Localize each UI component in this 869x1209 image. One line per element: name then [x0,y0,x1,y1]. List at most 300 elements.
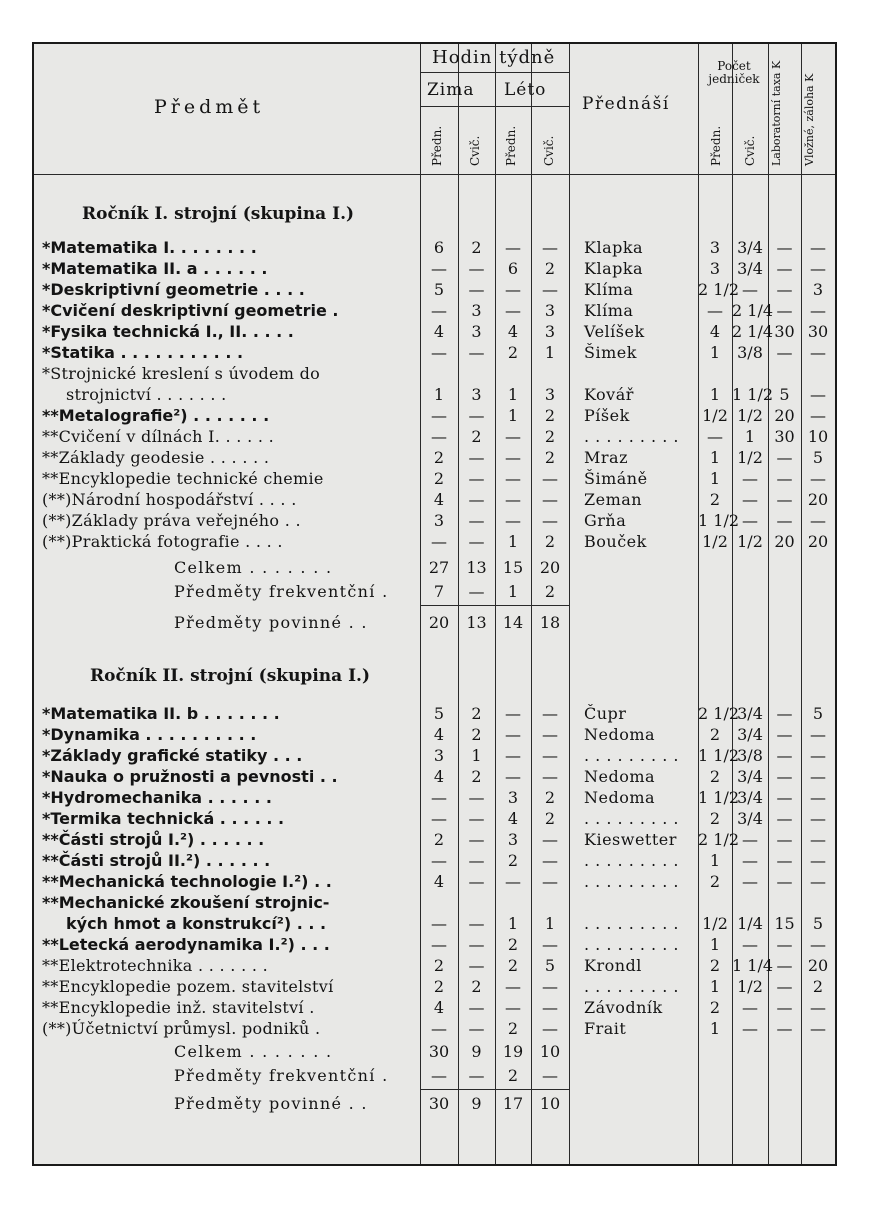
total-zp: 27 [428,558,450,577]
section-title-year2: Ročník II. strojní (skupina I.) [90,666,370,686]
cell-zc: 2 [471,725,482,744]
cell-lab: — [776,809,793,828]
cell-up: 1/2 [702,914,728,933]
cell-dep: — [810,259,826,278]
cell-dep: 5 [812,704,824,723]
cell-lp: 2 [507,343,519,362]
table-row [34,871,835,893]
lecturer-name: Klíma [584,301,634,320]
cell-lc: 2 [544,532,556,551]
cell-up: 1/2 [702,532,728,551]
subject-name: *Deskriptivní geometrie . . . . [42,280,305,299]
cell-zp: — [431,851,447,870]
cell-zp: 5 [433,280,445,299]
cell-dep: 2 [812,977,824,996]
cell-uc: 1/2 [737,406,763,425]
total-lc: 2 [544,582,556,601]
cell-lc: — [542,490,558,509]
cell-zp: 4 [433,725,445,744]
subject-name: strojnictví . . . . . . . [66,385,227,404]
cell-uc: — [742,935,758,954]
cell-zp: 4 [433,767,445,786]
table-row [34,531,835,553]
lecturer-name: Mraz [584,448,628,467]
cell-zp: 4 [433,872,445,891]
cell-lab: — [776,448,793,467]
cell-zp [420,892,458,914]
subject-name: **Cvičení v dílnách I. . . . . . [42,427,274,446]
cell-up: 2 1/2 [698,830,740,849]
lecturer-name: Šimek [584,343,637,362]
cell-dep: — [810,830,826,849]
totals-row [34,612,835,634]
lecturer-name: Frait [584,1019,627,1038]
cell-zc: — [468,343,485,362]
cell-lc: 2 [544,448,556,467]
cell-lab: 5 [779,385,790,404]
cell-uc: 2 1/4 [732,322,774,341]
cell-uc: — [742,1019,758,1038]
cell-up: 1/2 [702,406,728,425]
cell-uc: — [742,469,758,488]
cell-lab: — [776,511,793,530]
cell-zc: 2 [471,977,482,996]
cell-zp: — [431,532,447,551]
cell-zp: — [431,259,447,278]
cell-lp: — [505,977,521,996]
cell-up: 2 [709,998,721,1017]
cell-up: 2 1/2 [698,280,740,299]
total-lp: 1 [507,582,519,601]
cell-lab: — [776,956,793,975]
cell-lp: — [505,238,521,257]
cell-zc [458,892,495,914]
cell-uc: 1 [744,427,756,446]
cell-up: 2 [709,725,721,744]
cell-dep: — [810,1019,826,1038]
table-row [34,468,835,490]
cell-zc: 2 [471,427,482,446]
cell-zp: 5 [433,704,445,723]
table-row [34,997,835,1019]
cell-up: 2 1/2 [698,704,740,723]
cell-lp: — [505,998,521,1017]
cell-up: 2 [709,956,721,975]
cell-lab: — [776,746,793,765]
subject-name: *Matematika II. a . . . . . . [42,259,268,278]
cell-zc: — [468,935,485,954]
cell-lab: — [776,469,793,488]
cell-dep: — [810,238,826,257]
total-lc: 20 [539,558,561,577]
subject-name: **Metalografie²) . . . . . . . [42,406,270,425]
subject-name: (**)Účetnictví průmysl. podniků . [42,1019,321,1038]
cell-lp: — [505,872,521,891]
cell-lc: — [542,238,558,257]
cell-lp [495,892,531,914]
cell-lab: — [776,280,793,299]
cell-uc: — [742,280,758,299]
cell-lc: 2 [544,788,556,807]
cell-lc: 2 [544,259,556,278]
cell-zp: 3 [433,746,445,765]
cell-lab: 20 [774,406,795,425]
cell-lp: 4 [507,809,519,828]
lecturer-name: Píšek [584,406,630,425]
subject-name: *Nauka o pružnosti a pevnosti . . [42,767,338,786]
cell-lab: — [776,830,793,849]
lab-fee-header: Laboratorní taxa K [770,60,783,166]
totals-label: Celkem . . . . . . . [174,558,333,577]
cell-zp: — [431,809,447,828]
totals-label: Předměty frekventční . [174,1066,389,1085]
total-lp: 15 [502,558,524,577]
cell-lab: 30 [774,427,795,446]
cell-dep: 30 [807,322,829,341]
cell-dep: 20 [807,490,829,509]
cell-lc [531,363,569,385]
cell-zp: 4 [433,490,445,509]
cell-zp: 2 [433,469,445,488]
total-lp: 19 [502,1042,524,1061]
cell-zp: — [431,406,447,425]
subject-name: (**)Základy práva veřejného . . [42,511,301,530]
cell-dep: — [810,725,826,744]
cell-lab: — [776,977,793,996]
cell-lp: 3 [507,788,519,807]
cell-zc: — [468,788,485,807]
lecturer-name: Bouček [584,532,647,551]
cell-up: 1 [709,977,721,996]
cell-zp [420,363,458,385]
cell-zc: 1 [471,746,482,765]
cell-up [698,363,732,385]
table-row [34,850,835,872]
cell-zc: — [468,830,485,849]
cell-up: 1 [709,1019,721,1038]
cell-zc: — [468,448,485,467]
table-row [34,258,835,280]
cell-dep: — [810,343,826,362]
cell-lp: — [505,280,521,299]
cell-lp: 6 [507,259,519,278]
cell-lab [768,892,801,914]
cell-lc: — [542,280,558,299]
cell-lc: — [542,511,558,530]
lecturer-name: Klapka [584,259,644,278]
cell-zp: 3 [433,511,445,530]
cell-up: 2 [709,490,721,509]
lecturer-name: Krondl [584,956,642,975]
summer-header: Léto [504,80,547,100]
cell-zc: 2 [471,767,482,786]
cell-dep: — [810,406,826,425]
cell-lc: — [542,935,558,954]
cell-lp: — [505,469,521,488]
cell-up: 3 [709,259,721,278]
totals-row [34,557,835,579]
cell-uc: 3/4 [737,259,763,278]
total-zp: 30 [428,1042,450,1061]
cell-zp: — [431,427,447,446]
cell-lp: 2 [507,935,519,954]
cell-lab: — [776,725,793,744]
lecturer-name: Čupr [584,704,627,723]
course-table [32,42,837,1166]
table-row [34,363,835,385]
cell-uc: 1 1/2 [732,385,774,404]
cell-zc: — [468,469,485,488]
subject-name: *Fysika technická I., II. . . . . [42,322,294,341]
cell-up: 1 [709,448,721,467]
cell-up: 2 [709,809,721,828]
lecturer-name: Klapka [584,238,644,257]
hours-weekly-header: Hodin týdně [432,47,556,68]
cell-up: 1 [709,469,721,488]
cell-zp: 4 [433,998,445,1017]
cell-lp: — [505,746,521,765]
cell-uc: 3/4 [737,238,763,257]
table-row [34,934,835,956]
cell-lab: — [776,343,793,362]
cell-lp: — [505,448,521,467]
units-lecture-header: Předn. [709,125,723,166]
cell-lc: — [542,977,558,996]
cell-lc: — [542,998,558,1017]
total-lc: 18 [539,613,561,632]
cell-up: 1 [709,851,721,870]
cell-lp: 4 [507,322,519,341]
units-exercise-header: Cvič. [743,135,757,166]
cell-zp: 1 [433,385,445,404]
cell-lp: 3 [507,830,519,849]
subject-name: **Elektrotechnika . . . . . . . [42,956,268,975]
cell-lc: — [542,767,558,786]
total-zc: 13 [466,558,487,577]
cell-lc: 2 [544,427,556,446]
cell-lab: — [776,788,793,807]
cell-uc: 3/4 [737,725,763,744]
header-rule [420,106,569,107]
subject-name: *Termika technická . . . . . . [42,809,285,828]
table-row [34,1018,835,1040]
summer-lecture-header: Předn. [504,125,518,166]
cell-lp: 2 [507,851,519,870]
subject-name: (**)Praktická fotografie . . . . [42,532,283,551]
cell-lab: — [776,935,793,954]
totals-row [34,1093,835,1115]
table-row [34,342,835,364]
cell-dep: — [810,809,826,828]
cell-lc: 5 [544,956,556,975]
total-lp: 14 [502,613,524,632]
cell-lc: 2 [544,406,556,425]
cell-lab: — [776,238,793,257]
cell-uc: 1/2 [737,977,763,996]
cell-up: — [707,427,723,446]
table-row [34,892,835,914]
table-row [34,405,835,427]
total-lc: — [542,1066,558,1085]
subject-name: *Hydromechanika . . . . . . [42,788,272,807]
cell-dep: — [810,385,826,404]
lecturer-name: . . . . . . . . . [584,427,679,446]
cell-lc: — [542,872,558,891]
cell-zc: — [468,956,485,975]
cell-up: 1 [709,385,721,404]
cell-lp: 1 [507,385,519,404]
cell-lab: — [776,490,793,509]
table-row [34,703,835,725]
table-row [34,321,835,343]
subject-name: *Matematika II. b . . . . . . . [42,704,280,723]
subject-name: **Letecká aerodynamika I.²) . . . [42,935,330,954]
cell-dep: — [810,872,826,891]
subject-name: *Dynamika . . . . . . . . . . [42,725,257,744]
cell-uc: — [742,851,758,870]
cell-dep: 10 [807,427,829,446]
lecturer-name: . . . . . . . . . [584,746,679,765]
cell-zp: 2 [433,830,445,849]
cell-zp: 2 [433,956,445,975]
subject-name: *Cvičení deskriptivní geometrie . [42,301,339,320]
lecturer-name [584,363,702,385]
total-zc: 9 [471,1042,482,1061]
total-zp: — [431,1066,447,1085]
total-zp: 20 [428,613,450,632]
subject-name: *Statika . . . . . . . . . . . [42,343,244,362]
cell-lc: 2 [544,809,556,828]
cell-zc: — [468,532,485,551]
table-row [34,447,835,469]
table-row [34,808,835,830]
cell-lab: 30 [774,322,795,341]
cell-lc [531,892,569,914]
cell-dep: — [810,767,826,786]
cell-up: 3 [709,238,721,257]
summer-exercise-header: Cvič. [542,135,556,166]
cell-lab: 20 [774,532,795,551]
table-row [34,426,835,448]
lecturer-name [584,892,702,914]
cell-uc: — [742,998,758,1017]
subject-name: **Mechanická technologie I.²) . . [42,872,332,891]
table-row [34,724,835,746]
total-lp: 17 [502,1094,524,1113]
cell-up: 2 [709,767,721,786]
cell-lc: 3 [544,301,556,320]
table-row [34,489,835,511]
cell-lp: 2 [507,956,519,975]
cell-zp: 6 [433,238,445,257]
cell-zc: — [468,809,485,828]
lecturer-name: . . . . . . . . . [584,935,679,954]
cell-dep: — [810,469,826,488]
cell-zc: — [468,511,485,530]
cell-lab: — [776,1019,793,1038]
table-row [34,745,835,767]
total-zp: 7 [433,582,445,601]
totals-row [34,581,835,603]
table-row [34,384,835,406]
cell-uc: 3/4 [737,704,763,723]
cell-up: 1 1/2 [698,511,740,530]
cell-lp: — [505,301,521,320]
lecturer-name: Nedoma [584,767,656,786]
total-lp: 2 [507,1066,519,1085]
cell-lab: — [776,872,793,891]
cell-dep: — [810,935,826,954]
winter-header: Zima [427,80,475,100]
cell-zp: 2 [433,448,445,467]
cell-lp: 1 [507,406,519,425]
cell-zc: — [468,280,485,299]
cell-uc: 1/4 [737,914,763,933]
cell-zc [458,363,495,385]
table-row [34,510,835,532]
total-lc: 10 [539,1094,561,1113]
cell-uc: 3/4 [737,809,763,828]
cell-zc: 2 [471,238,482,257]
cell-lab: — [776,998,793,1017]
subject-name: *Základy grafické statiky . . . [42,746,303,765]
subject-name: **Encyklopedie inž. stavitelství . [42,998,315,1017]
cell-up: 1 1/2 [698,788,740,807]
cell-uc: 2 1/4 [732,301,774,320]
cell-dep: — [810,511,826,530]
cell-lc: 1 [544,914,556,933]
cell-up: 1 [709,343,721,362]
lecturer-name: Nedoma [584,725,656,744]
cell-up [698,892,732,914]
totals-label: Předměty frekventční . [174,582,389,601]
totals-underline [420,605,569,606]
subject-name: **Části strojů I.²) . . . . . . [42,830,265,849]
cell-lp: — [505,490,521,509]
total-zc: — [468,582,485,601]
cell-lab: — [776,851,793,870]
table-row [34,766,835,788]
cell-up: 4 [709,322,721,341]
cell-lp: 2 [507,1019,519,1038]
cell-dep: — [810,998,826,1017]
lecturer-name: Klíma [584,280,634,299]
subject-name: kých hmot a konstrukcí²) . . . [66,914,327,933]
subject-name: **Části strojů II.²) . . . . . . [42,851,271,870]
lecturer-name: Zeman [584,490,643,509]
cell-dep: — [810,746,826,765]
cell-up: 1 [709,935,721,954]
table-row [34,913,835,935]
cell-zc: 3 [471,301,482,320]
lecturer-name: Grňa [584,511,627,530]
cell-lc: — [542,746,558,765]
cell-zp: — [431,301,447,320]
subject-name: **Mechanické zkoušení strojnic- [42,893,330,912]
cell-dep: 3 [812,280,824,299]
cell-lab: — [776,704,793,723]
cell-zp: 4 [433,322,445,341]
cell-uc: 3/8 [737,343,763,362]
cell-up: 1 1/2 [698,746,740,765]
cell-lab: — [776,259,793,278]
table-row [34,829,835,851]
section-title-year1: Ročník I. strojní (skupina I.) [82,204,355,224]
cell-zc: 2 [471,704,482,723]
cell-lc: 3 [544,385,556,404]
table-row [34,976,835,998]
subject-name: (**)Národní hospodářství . . . . [42,490,297,509]
